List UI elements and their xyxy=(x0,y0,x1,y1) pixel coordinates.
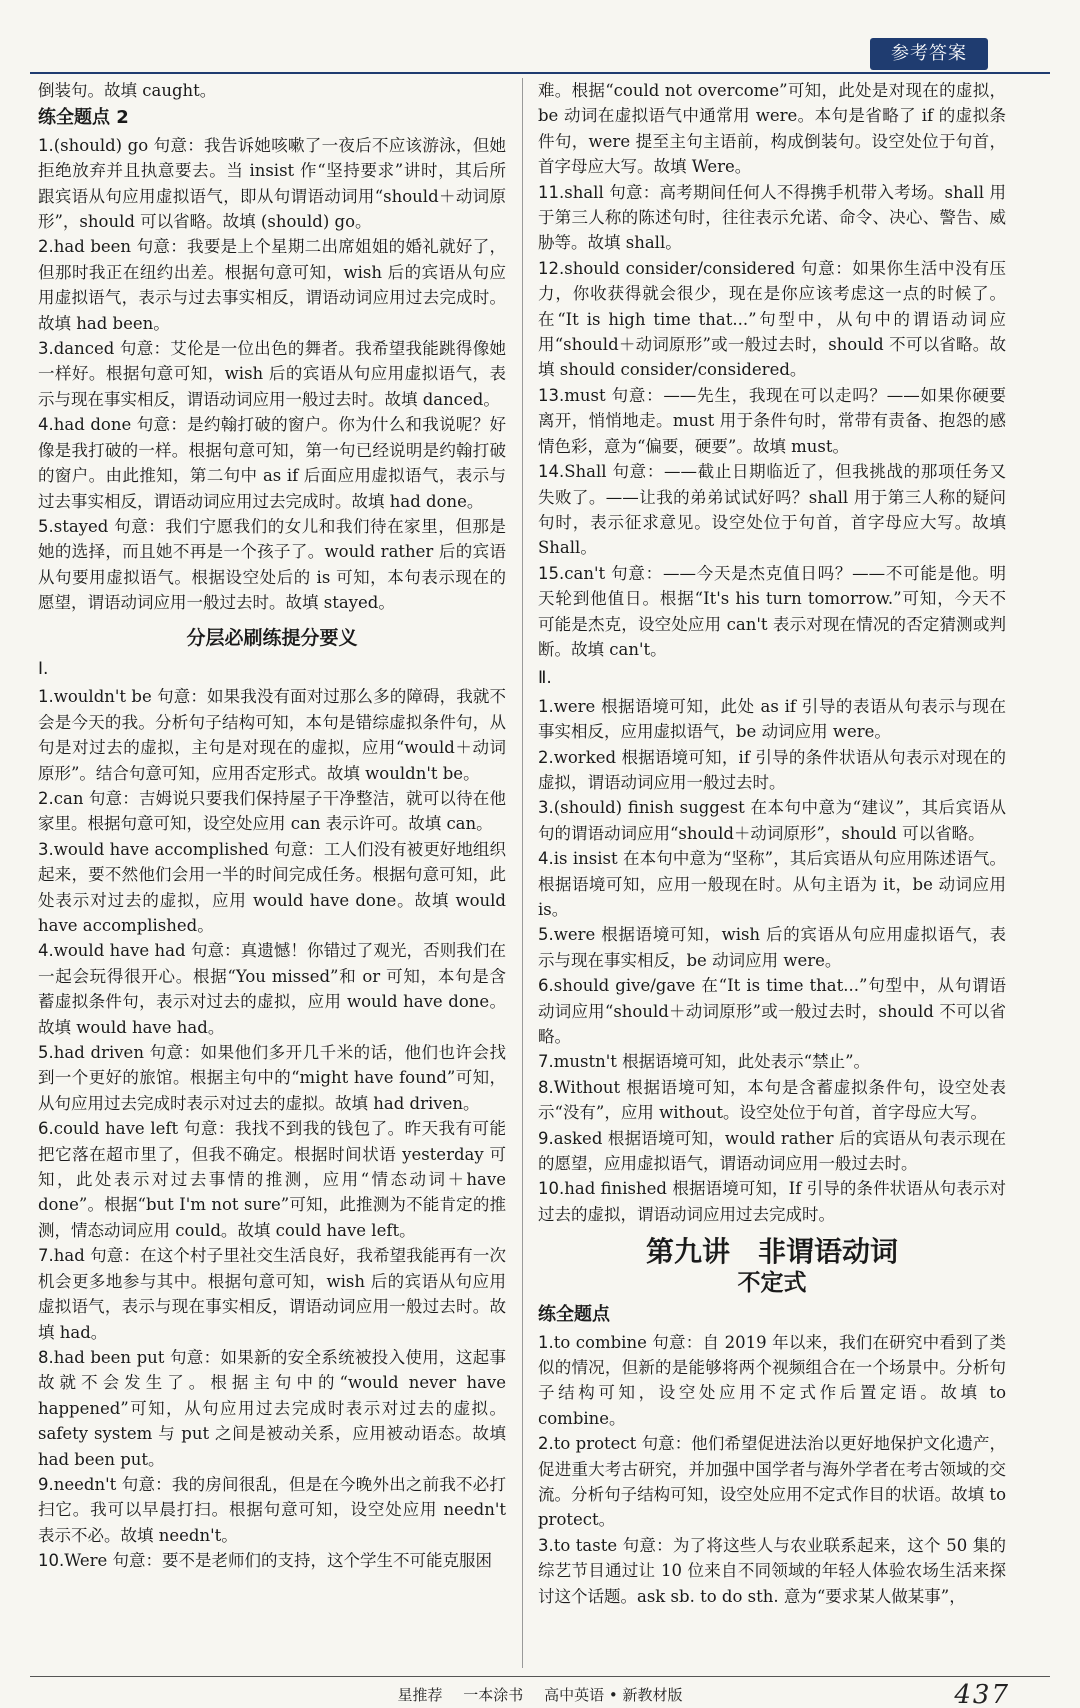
item-number: 5. xyxy=(38,516,54,536)
answer-item xyxy=(538,694,1006,745)
answer-item xyxy=(38,1040,506,1116)
item-number: 8. xyxy=(538,1077,554,1097)
item-number: 10. xyxy=(38,1551,65,1571)
intro-text: 倒装句。故填 caught。 xyxy=(38,81,217,100)
item-text: should give/gave 在“It is time that...”句型中，从句谓语动词应用“should＋动词原形”或一般过去时，should 不可以省略。 xyxy=(538,976,1006,1047)
answer-item xyxy=(538,459,1006,561)
answer-item xyxy=(538,180,1006,256)
item-number: 1. xyxy=(38,687,54,707)
item-number: 11. xyxy=(538,182,565,202)
item-text: were 根据语境可知，wish 后的宾语从句应用虚拟语气，表示与现在事实相反，be 动词应用 were。 xyxy=(538,925,1006,970)
answer-item xyxy=(538,795,1006,846)
item-text: had been 句意：我要是上个星期二出席姐姐的婚礼就好了，但那时我正在纽约出差。根据句意可知，wish 后的宾语从句应用虚拟语气，表示与过去事实相反，谓语动词应用过去完成时。故填 had been。 xyxy=(38,237,506,333)
answer-item xyxy=(538,1330,1006,1432)
item-text: to protect 句意：他们希望促进法治以更好地保护文化遗产，促进重大考古研究，并加强中国学者与海外学者在考古领域的交流。分析句子结构可知，设空处应用不定式作目的状语。故填 to protect。 xyxy=(538,1434,1006,1530)
item-number: 7. xyxy=(38,1246,54,1266)
item-text: had done 句意：是约翰打破的窗户。你为什么和我说呢？好像是我打破的一样。根据句意可知，第一句已经说明是约翰打破的窗户。由此推知，第二句中 as if 后面应用虚拟语气，表示与过去事实相反，谓语动词应用过去完成时。故填 had done。 xyxy=(38,415,506,511)
item-text: would have had 句意：真遗憾！你错过了观光，否则我们在一起会玩得很开心。根据“You missed”和 or 可知，本句是含蓄虚拟条件句，表示对过去的虚拟，应用 would have done。故填 would have had。 xyxy=(38,941,506,1037)
answer-item xyxy=(538,1431,1006,1533)
answer-item xyxy=(38,1345,506,1472)
section-title: 练全题点 xyxy=(538,1304,610,1326)
item-text: stayed 句意：我们宁愿我们的女儿和我们待在家里，但那是她的选择，而且她不再是一个孩子了。would rather 后的宾语从句要用虚拟语气。根据设空处后的 is 可知，本句表示现在的愿望，谓语动词应用一般过去时。故填 stayed。 xyxy=(38,516,506,613)
item-number: 9. xyxy=(538,1128,554,1148)
item-text: to combine 句意：自 2019 年以来，我们在研究中看到了类似的情况，但新的是能够将两个视频组合在一个场景中。分析句子结构可知，设空处应用不定式作后置定语。故填 to combine。 xyxy=(538,1332,1006,1428)
item-number: 3. xyxy=(38,339,54,359)
answer-item xyxy=(538,561,1006,663)
answer-item xyxy=(38,336,506,412)
item-text: could have left 句意：我找不到我的钱包了。昨天我有可能把它落在超市里了，但我不确定。根据时间状语 yesterday 可知，此处表示对过去事情的推测，应用“情态动词＋have done”。根据“but I'm not sure”可知，此推测为不能肯定的推测，情态动词应用 could。故填 could have left。 xyxy=(38,1119,506,1240)
item-number: 1. xyxy=(538,696,554,716)
answer-item xyxy=(38,786,506,837)
answer-item xyxy=(38,514,506,616)
answer-item xyxy=(38,234,506,336)
answer-key-tag: 参考答案 xyxy=(870,38,988,70)
items-list-c xyxy=(538,1330,1006,1609)
item-text: worked 根据语境可知，if 引导的条件状语从句表示对现在的虚拟，谓语动词应用一般过去时。 xyxy=(538,747,1006,792)
chapter-title: 第九讲 非谓语动词 xyxy=(645,1235,898,1269)
item-number: 8. xyxy=(38,1347,54,1367)
answer-item xyxy=(38,133,506,235)
header-rule xyxy=(30,72,1050,74)
item-number: 13. xyxy=(538,385,565,405)
item-number: 14. xyxy=(538,462,565,482)
section2-list xyxy=(38,684,506,1573)
item-text: Shall 句意：——截止日期临近了，但我挑战的那项任务又失败了。——让我的弟弟试试好吗？shall 用于第三人称的疑问句时，表示征求意见。设空处位于句首，首字母应大写。故填 Shall。 xyxy=(538,462,1006,558)
item-number: 2. xyxy=(538,747,554,767)
page-number: 437 xyxy=(954,1680,1010,1708)
item-number: 10. xyxy=(538,1179,565,1199)
item-text: shall 句意：高考期间任何人不得携手机带入考场。shall 用于第三人称的陈述句时，往往表示允诺、命令、决心、警告、威胁等。故填 shall。 xyxy=(538,182,1006,253)
item-number: 4. xyxy=(38,941,54,961)
item-number: 6. xyxy=(38,1119,54,1139)
section-title: 练全题点 2 xyxy=(38,107,129,129)
item-text: to taste 句意：为了将这些人与农业联系起来，这个 50 集的综艺节目通过让 10 位来自不同领域的年轻人体验农场生活来探讨这个话题。ask sb. to do sth. 意为“要求某人做某事”， xyxy=(538,1535,1006,1606)
answer-item xyxy=(538,256,1006,383)
answer-item xyxy=(38,684,506,786)
answer-item xyxy=(38,1548,506,1573)
item-text: should consider/considered 句意：如果你生活中没有压力，你收获得就会很少，现在是你应该考虑这一点的时候了。在“It is high time that...”句型中，从句中的谓语动词应用“should＋动词原形”或一般过去时，should 不可以省略。故填 should consider/considered。 xyxy=(538,258,1006,380)
item-text: had driven 句意：如果他们多开几千米的话，他们也许会找到一个更好的旅馆。根据主句中的“might have found”可知，从句应用过去完成时表示对过去的虚拟。故填 had driven。 xyxy=(38,1043,506,1113)
answer-item xyxy=(38,837,506,939)
item-text: (should) finish suggest 在本句中意为“建议”，其后宾语从句的谓语动词应用“should＋动词原形”，should 可以省略。 xyxy=(538,798,1006,843)
items-list-b xyxy=(538,694,1006,1228)
answer-item xyxy=(538,1126,1006,1177)
answer-item xyxy=(538,846,1006,922)
item-number: 9. xyxy=(38,1474,54,1494)
section-title-center: 分层必刷练提分要义 xyxy=(186,626,358,649)
item-text: Were 句意：要不是老师们的支持，这个学生不可能克服困 xyxy=(64,1551,493,1571)
item-text: would have accomplished 句意：工人们没有被更好地组织起来，要不然他们会用一半的时间完成任务。根据句意可知，此处表示对过去的虚拟，应用 would have done。故填 would have accomplished。 xyxy=(38,839,506,935)
roman-numeral-heading: Ⅰ. xyxy=(38,658,49,679)
item-number: 1. xyxy=(538,1332,554,1352)
items-list-a xyxy=(538,180,1006,663)
item-number: 15. xyxy=(538,563,565,583)
item-text: must 句意：——先生，我现在可以走吗？——如果你硬要离开，悄悄地走。must 用于条件句时，常带有责备、抱怨的感情色彩，意为“偏要，硬要”。故填 must。 xyxy=(538,385,1006,456)
item-number: 3. xyxy=(538,798,554,818)
section1-list xyxy=(38,133,506,616)
item-text: wouldn't be 句意：如果我没有面对过那么多的障碍，我就不会是今天的我。分析句子结构可知，本句是错综虚拟条件句，从句是对过去的虚拟，主句是对现在的虚拟，应用“would＋动词原形”。结合句意可知，应用否定形式。故填 wouldn't be。 xyxy=(38,687,506,783)
item-text: mustn't 根据语境可知，此处表示“禁止”。 xyxy=(553,1052,871,1072)
footer xyxy=(0,1684,1080,1705)
answer-item xyxy=(538,1049,1006,1074)
item-text: is insist 在本句中意为“坚称”，其后宾语从句应用陈述语气。根据语境可知，应用一般现在时。从句主语为 it，be 动词应用 is。 xyxy=(538,849,1006,919)
answer-item xyxy=(538,1533,1006,1609)
answer-item xyxy=(538,745,1006,796)
item-number: 3. xyxy=(38,839,54,859)
answer-item xyxy=(38,1116,506,1243)
item-text: had been put 句意：如果新的安全系统被投入使用，这起事故就不会发生了。根据主句中的“would never have happened”可知，从句应用过去完成时表示对过去的虚拟。safety system 与 put 之间是被动关系，应用被动语态。故填 had been put。 xyxy=(38,1347,506,1469)
right-column xyxy=(538,78,1006,1609)
item-number: 7. xyxy=(538,1052,554,1072)
answer-item xyxy=(38,1472,506,1548)
answer-item xyxy=(538,922,1006,973)
answer-item xyxy=(38,938,506,1040)
item-text: had finished 根据语境可知，If 引导的条件状语从句表示对过去的虚拟，谓语动词应用过去完成时。 xyxy=(538,1179,1006,1224)
item-number: 2. xyxy=(538,1434,554,1454)
item-text: were 根据语境可知，此处 as if 引导的表语从句表示与现在事实相反，应用虚拟语气，be 动词应用 were。 xyxy=(538,696,1006,742)
answer-item xyxy=(538,1176,1006,1227)
item-number: 1. xyxy=(38,135,54,155)
footer-brand: 星推荐 xyxy=(397,1686,443,1704)
item-number: 4. xyxy=(38,415,54,435)
item-number: 5. xyxy=(538,925,554,945)
answer-item xyxy=(38,412,506,514)
item-text: needn't 句意：我的房间很乱，但是在今晚外出之前我不必打扫它。我可以早晨打扫。根据句意可知，设空处应用 needn't 表示不必。故填 needn't。 xyxy=(38,1474,506,1545)
subchapter-title: 不定式 xyxy=(737,1269,807,1296)
footer-subject: 高中英语 • 新教材版 xyxy=(544,1686,683,1704)
answer-item xyxy=(538,973,1006,1049)
answer-item xyxy=(38,1243,506,1345)
item-text: asked 根据语境可知，would rather 后的宾语从句表示现在的愿望，应用虚拟语气，谓语动词应用一般过去时。 xyxy=(538,1128,1006,1174)
item-text: can 句意：吉姆说只要我们保持屋子干净整洁，就可以待在他家里。根据句意可知，设空处应用 can 表示许可。故填 can。 xyxy=(38,788,506,834)
item-text: (should) go 句意：我告诉她咳嗽了一夜后不应该游泳，但她拒绝放弃并且执意要去。当 insist 作“坚持要求”讲时，其后所跟宾语从句应用虚拟语气，即从句谓语动词用“should＋动词原形”，should 可以省略。故填 (should) go。 xyxy=(38,135,506,232)
item-text: can't 句意：——今天是杰克值日吗？——不可能是他。明天轮到他值日。根据“It's his turn tomorrow.”可知，今天不可能是杰克，设空处应用 can't 表示对现在情况的否定猜测或判断。故填 can't。 xyxy=(538,563,1006,659)
item-text: had 句意：在这个村子里社交生活良好，我希望我能再有一次机会更多地参与其中。根据句意可知，wish 后的宾语从句应用虚拟语气，表示与现在事实相反，谓语动词应用一般过去时。故填 had。 xyxy=(38,1246,506,1342)
answer-item xyxy=(538,1075,1006,1126)
item-number: 5. xyxy=(38,1043,54,1063)
item-number: 6. xyxy=(538,976,554,996)
item-text: danced 句意：艾伦是一位出色的舞者。我希望我能跳得像她一样好。根据句意可知，wish 后的宾语从句应用虚拟语气，表示与现在事实相反，谓语动词应用一般过去时。故填 danced。 xyxy=(38,339,506,409)
roman-numeral-heading: Ⅱ. xyxy=(538,668,552,689)
item-text: Without 根据语境可知，本句是含蓄虚拟条件句，设空处表示“没有”，应用 without。设空处位于句首，首字母应大写。 xyxy=(538,1077,1006,1123)
item-number: 2. xyxy=(38,237,54,257)
footer-rule xyxy=(30,1676,1050,1677)
left-column xyxy=(38,78,506,1574)
answer-item xyxy=(538,383,1006,459)
item-number: 12. xyxy=(538,258,565,278)
column-divider xyxy=(522,78,523,1668)
item-number: 3. xyxy=(538,1535,554,1555)
footer-series: 一本涂书 xyxy=(463,1686,524,1704)
item-number: 2. xyxy=(38,788,54,808)
item-number: 4. xyxy=(538,849,554,869)
continued-text: 难。根据“could not overcome”可知，此处是对现在的虚拟，be 动词在虚拟语气中通常用 were。本句是省略了 if 的虚拟条件句，were 提至主句主语前，构成倒装句。设空处位于句首，首字母应大写。故填 Were。 xyxy=(538,81,1006,177)
